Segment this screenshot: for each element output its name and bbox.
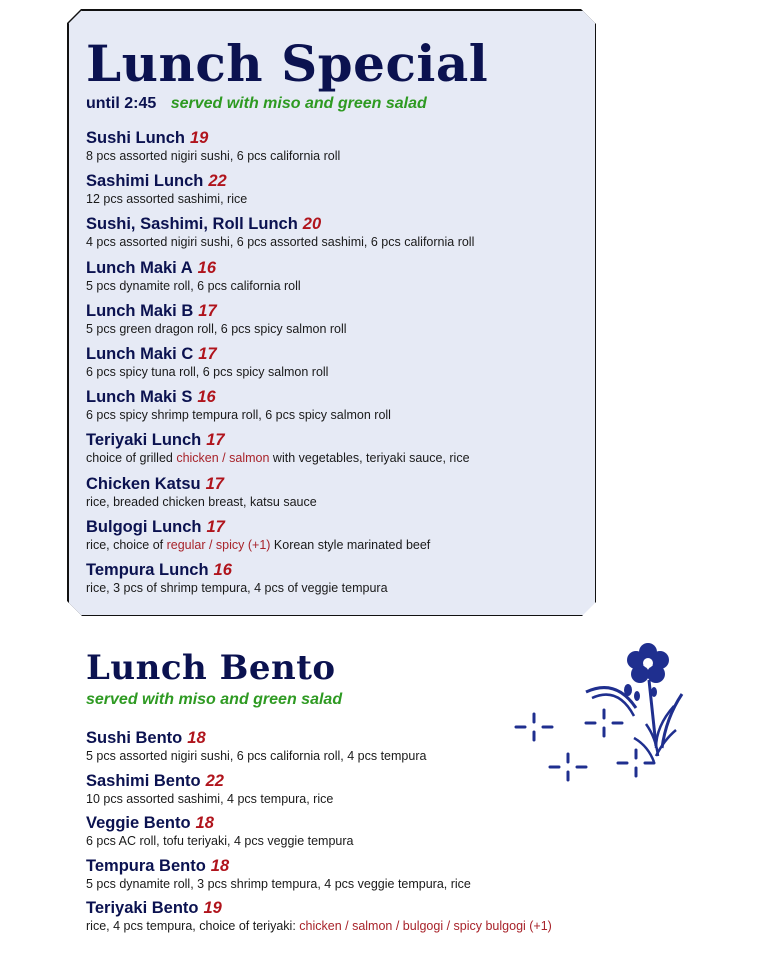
item-description: 12 pcs assorted sashimi, rice xyxy=(86,192,248,207)
item-description xyxy=(86,537,586,553)
item-price: 18 xyxy=(195,814,214,833)
item-description: 6 pcs spicy shrimp tempura roll, 6 pcs spicy salmon roll xyxy=(86,408,391,423)
description-options: regular / spicy (+1) xyxy=(166,537,271,552)
item-name-line xyxy=(86,301,586,321)
item-description: 5 pcs dynamite roll, 6 pcs california roll xyxy=(86,278,301,293)
item-name: Tempura Bento xyxy=(86,856,206,875)
menu-item xyxy=(86,344,586,380)
item-name-line xyxy=(86,344,586,364)
served-note: served with miso and green salad xyxy=(170,95,427,112)
item-price: 16 xyxy=(213,561,232,579)
item-price: 19 xyxy=(203,899,222,918)
description-text: rice, choice of xyxy=(86,537,167,552)
menu-item xyxy=(86,171,586,207)
item-price: 16 xyxy=(197,388,216,407)
item-name-line xyxy=(86,813,586,833)
lunch-bento-subline xyxy=(86,691,342,709)
item-name-line xyxy=(86,171,586,191)
item-name: Chicken Katsu xyxy=(86,474,201,493)
description-options: chicken / salmon / bulgogi / spicy bulgogi (+1) xyxy=(299,919,552,934)
item-price: 18 xyxy=(187,729,206,747)
menu-item xyxy=(86,813,586,849)
menu-item xyxy=(86,128,586,164)
menu-item xyxy=(86,430,586,466)
lunch-special-subline xyxy=(86,95,427,113)
item-name: Lunch Maki B xyxy=(86,301,194,320)
description-text: with vegetables, teriyaki sauce, rice xyxy=(269,451,470,466)
item-price: 17 xyxy=(198,301,217,320)
description-options: chicken / salmon xyxy=(176,451,270,466)
item-description: 6 pcs spicy tuna roll, 6 pcs spicy salmon roll xyxy=(86,365,329,379)
item-name: Veggie Bento xyxy=(86,814,191,833)
menu-item xyxy=(86,898,586,934)
item-price: 17 xyxy=(206,431,225,450)
lunch-bento-title: Lunch Bento xyxy=(86,648,336,688)
item-name-line xyxy=(86,387,586,407)
item-description: 5 pcs assorted nigiri sushi, 6 pcs california roll, 4 pcs tempura xyxy=(86,749,427,763)
description-text: choice of grilled xyxy=(86,451,177,466)
item-price: 22 xyxy=(208,172,227,191)
item-price: 17 xyxy=(198,345,217,363)
description-text: rice, 4 pcs tempura, choice of teriyaki: xyxy=(86,919,300,934)
item-price: 19 xyxy=(190,129,209,147)
item-name-line xyxy=(86,128,586,148)
menu-item xyxy=(86,517,586,553)
item-description: 5 pcs green dragon roll, 6 pcs spicy salmon roll xyxy=(86,321,347,336)
menu-item xyxy=(86,258,586,294)
item-description: 10 pcs assorted sashimi, 4 pcs tempura, rice xyxy=(86,791,334,806)
menu-item xyxy=(86,474,586,510)
item-description xyxy=(86,918,586,934)
item-name: Sashimi Lunch xyxy=(86,172,204,191)
item-price: 17 xyxy=(205,474,224,493)
item-name-line xyxy=(86,517,586,537)
menu-item xyxy=(86,214,586,250)
item-name-line xyxy=(86,214,586,234)
item-description: 6 pcs AC roll, tofu teriyaki, 4 pcs veggie tempura xyxy=(86,834,354,849)
item-price: 16 xyxy=(197,258,217,277)
item-description: rice, 3 pcs of shrimp tempura, 4 pcs of veggie tempura xyxy=(86,581,388,595)
description-text: Korean style marinated beef xyxy=(270,537,431,552)
menu-item xyxy=(86,387,586,423)
item-name: Teriyaki Lunch xyxy=(86,431,202,450)
item-name-line xyxy=(86,258,586,278)
menu-item xyxy=(86,856,586,892)
item-name: Sushi Lunch xyxy=(86,129,185,147)
served-note: served with miso and green salad xyxy=(86,691,343,708)
item-price: 20 xyxy=(302,215,322,234)
item-name: Sushi Bento xyxy=(86,729,183,747)
item-description: 8 pcs assorted nigiri sushi, 6 pcs california roll xyxy=(86,149,341,163)
item-description xyxy=(86,450,586,466)
item-name-line xyxy=(86,898,586,918)
item-description: 4 pcs assorted nigiri sushi, 6 pcs assorted sashimi, 6 pcs california roll xyxy=(86,235,475,250)
item-name-line xyxy=(86,856,586,876)
flower-illustration-icon xyxy=(506,628,690,794)
until-time: until 2:45 xyxy=(86,95,157,112)
item-name: Lunch Maki A xyxy=(86,258,193,277)
item-name: Sushi, Sashimi, Roll Lunch xyxy=(86,215,298,234)
item-name: Lunch Maki S xyxy=(86,388,193,407)
item-price: 17 xyxy=(206,517,225,536)
item-name: Lunch Maki C xyxy=(86,345,194,363)
item-description: 5 pcs dynamite roll, 3 pcs shrimp tempura, 4 pcs veggie tempura, rice xyxy=(86,876,471,891)
lunch-special-title: Lunch Special xyxy=(86,34,489,93)
item-name: Sashimi Bento xyxy=(86,771,201,790)
item-description: rice, breaded chicken breast, katsu sauce xyxy=(86,494,317,509)
item-name: Teriyaki Bento xyxy=(86,899,199,918)
menu-item xyxy=(86,560,586,596)
item-price: 22 xyxy=(205,771,224,790)
item-price: 18 xyxy=(210,856,230,875)
item-name: Tempura Lunch xyxy=(86,561,209,579)
item-name-line xyxy=(86,430,586,450)
item-name: Bulgogi Lunch xyxy=(86,517,202,536)
item-name-line xyxy=(86,474,586,494)
item-name-line xyxy=(86,560,586,580)
menu-item xyxy=(86,301,586,337)
